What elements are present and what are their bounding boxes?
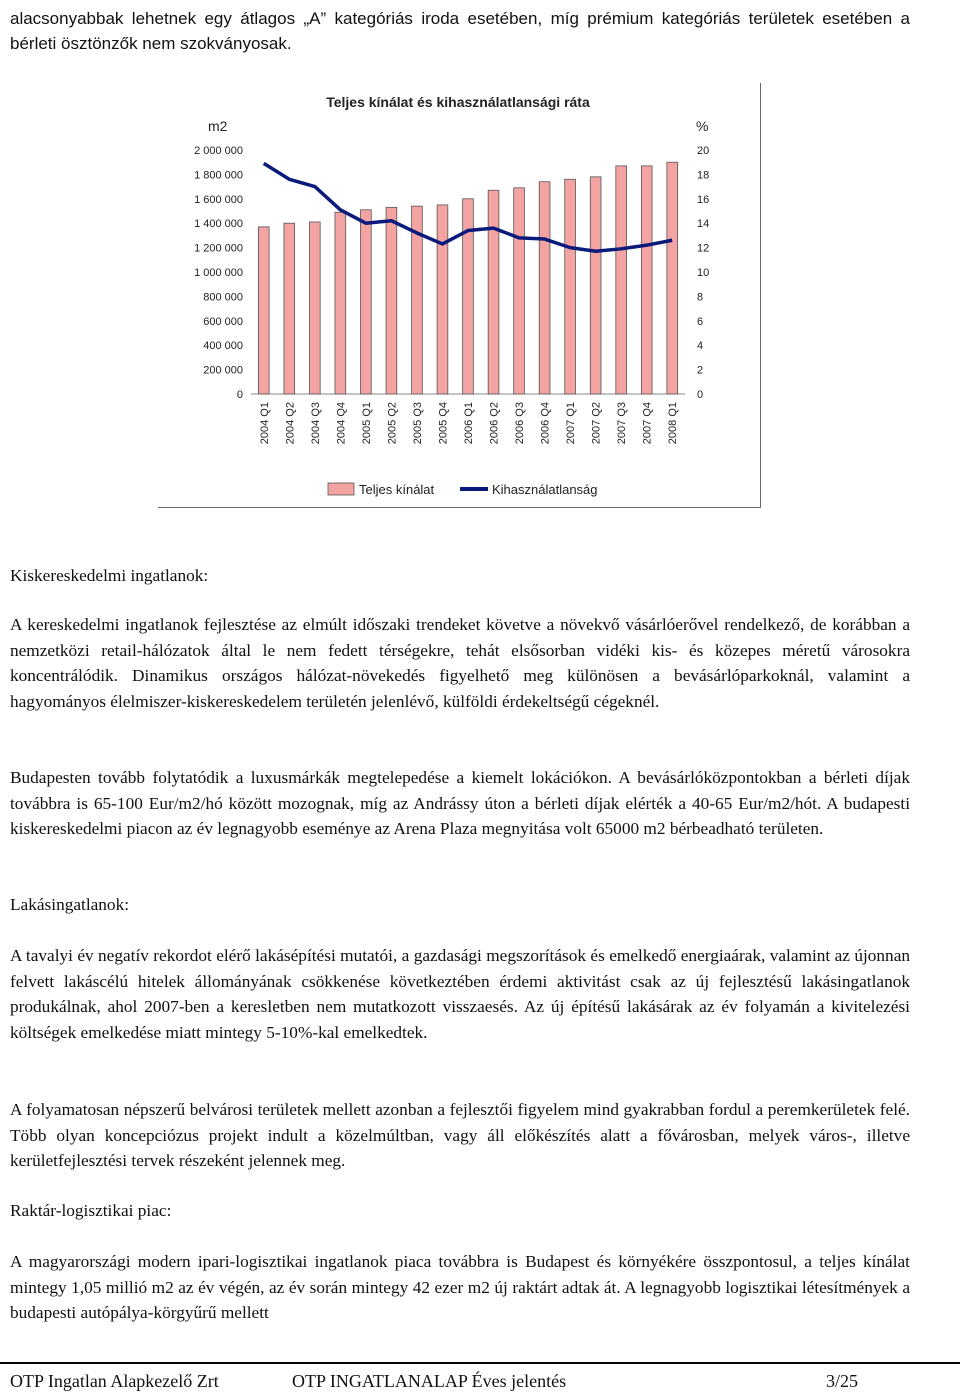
x-axis-tick-label: 2007 Q4 [641,402,654,445]
right-axis-unit: % [696,118,709,134]
right-axis-tick-label: 8 [697,291,704,304]
supply-bar [616,166,627,394]
left-axis-tick-label: 200 000 [203,364,243,377]
right-axis-tick-label: 14 [697,218,710,231]
supply-bar [335,212,346,394]
supply-bar [386,207,397,394]
x-axis-tick-label: 2007 Q2 [590,402,603,445]
chart-frame [158,83,761,508]
x-axis-tick-label: 2008 Q1 [667,402,680,445]
x-axis-tick-label: 2004 Q4 [335,402,348,445]
supply-bar [514,188,525,394]
supply-bar [437,205,448,394]
x-axis-tick-label: 2004 Q1 [258,402,271,445]
x-axis-tick-label: 2005 Q4 [437,402,450,445]
x-axis-tick-label: 2007 Q3 [616,402,629,445]
supply-vacancy-chart [158,83,760,507]
right-axis-tick-label: 2 [697,364,704,377]
left-axis-tick-label: 2 000 000 [194,145,243,157]
housing-heading: Lakásingatlanok: [10,895,130,914]
footer-company: OTP Ingatlan Alapkezelő Zrt [10,1371,219,1391]
supply-bar [590,177,601,394]
housing-paragraph-1: A tavalyi év negatív rekordot elérő lakásépítési mutatói, a gazdasági megszorítások és emelkedő energiaárak, valamint az újonnan felvett lakáscélú hitelek állományának csökkenése következtében érdemi aktivitást csak az új fejlesztésű lakásingatlanok produkálnak, ahol 2007-ben a keresletben nem mutatkozott visszaesés. Az új építésű lakásárak az év folyamán a kivitelezési költségek emelkedése miatt mintegy 5-10%-kal emelkedtek. [10,946,910,1042]
supply-bar [539,182,550,394]
x-axis-tick-label: 2007 Q1 [565,402,578,445]
retail-paragraph-2: Budapesten tovább folytatódik a luxusmárkák megtelepedése a kiemelt lokációkon. A bevásárlóközpontokban a bérleti díjak továbbra is 65-100 Eur/m2/hó között mozognak, míg az Andrássy úton a bérleti díjak elérték a 40-65 Eur/m2/hót. A budapesti kiskereskedelmi piacon az év legnagyobb eseménye az Arena Plaza megnyitása volt 65000 m2 bérbeadható területen. [10,768,910,839]
logistics-paragraph-1: A magyarországi modern ipari-logisztikai ingatlanok piaca továbbra is Budapest és környékére összpontosul, a teljes kínálat mintegy 1,05 millió m2 az év végén, az év során mintegy 42 ezer m2 új raktárt adtak át. A legnagyobb logisztikai létesítmények a budapesti autópálya-körgyűrű mellett [10,1252,910,1323]
x-axis-tick-label: 2006 Q3 [514,402,527,445]
logistics-heading: Raktár-logisztikai piac: [10,1201,172,1220]
x-axis-tick-label: 2004 Q3 [309,402,322,445]
left-axis-unit: m2 [208,118,228,134]
left-axis-tick-label: 800 000 [203,291,243,304]
supply-bar [284,223,295,394]
footer-page-number: 3/25 [826,1371,859,1391]
supply-bar [641,166,652,394]
chart-title: Teljes kínálat és kihasználatlansági ráta [326,94,590,110]
supply-bar [463,199,474,394]
intro-paragraph: alacsonyabbak lehetnek egy átlagos „A” kategóriás iroda esetében, míg prémium kategóriás területek esetében a bérleti ösztönzők nem szokványosak. [10,9,910,53]
right-axis-tick-label: 16 [697,193,710,206]
x-axis-tick-label: 2005 Q2 [386,402,399,445]
supply-bar [488,190,499,394]
left-axis-tick-label: 0 [236,389,243,401]
supply-bar [667,162,678,394]
right-axis-tick-label: 10 [697,267,710,279]
right-axis-tick-label: 4 [697,340,704,353]
left-axis-tick-label: 400 000 [203,340,243,353]
right-axis-tick-label: 6 [697,315,704,328]
right-axis-tick-label: 18 [697,169,710,182]
left-axis-tick-label: 600 000 [203,315,243,328]
housing-paragraph-2: A folyamatosan népszerű belvárosi területek mellett azonban a fejlesztői figyelem mind gyakrabban fordul a peremkerületek felé. Több olyan koncepciózus projekt indult a közelmúltban, vagy áll előkészítés alatt a fővárosban, melyek város-, illetve kerületfejlesztési tervek részeként jelennek meg. [10,1100,910,1171]
legend-label-supply: Teljes kínálat [359,482,435,497]
right-axis-tick-label: 0 [697,389,704,401]
left-axis-tick-label: 1 200 000 [194,242,243,255]
left-axis-tick-label: 1 400 000 [194,218,243,231]
x-axis-tick-label: 2005 Q3 [411,402,424,445]
supply-bar [309,222,320,394]
left-axis-tick-label: 1 000 000 [194,267,243,279]
retail-paragraph-1: A kereskedelmi ingatlanok fejlesztése az elmúlt időszaki trendeket követve a növekvő vásárlóerővel rendelkező, de korábban a nemzetközi retail-hálózatok által le nem fedett térségekre, tehát elsősorban vidéki kis- és közepes méretű városokra koncentrálódik. Dinamikus országos hálózat-növekedés figyelhető meg különösen a bevásárlóparkoknál, valamint a hagyományos élelmiszer-kiskereskedelem területén jelenlévő, külföldi érdekeltségű cégeknél. [10,615,910,711]
right-axis-tick-label: 20 [697,145,710,157]
footer-report-title: OTP INGATLANALAP Éves jelentés [292,1371,567,1391]
right-axis-tick-label: 12 [697,242,710,255]
x-axis-tick-label: 2004 Q2 [284,402,297,445]
legend-swatch-supply [328,483,354,495]
x-axis-tick-label: 2006 Q1 [463,402,475,445]
x-axis-tick-label: 2006 Q2 [488,402,501,445]
x-axis-tick-label: 2005 Q1 [360,402,373,445]
left-axis-tick-label: 1 800 000 [194,169,243,182]
page-footer [0,1362,960,1397]
supply-bar [361,210,372,394]
supply-bar [258,227,269,394]
supply-bar [565,179,576,394]
left-axis-tick-label: 1 600 000 [194,193,243,206]
retail-heading: Kiskereskedelmi ingatlanok: [10,566,209,585]
legend-label-vacancy: Kihasználatlanság [492,482,598,497]
x-axis-tick-label: 2006 Q4 [539,402,552,445]
